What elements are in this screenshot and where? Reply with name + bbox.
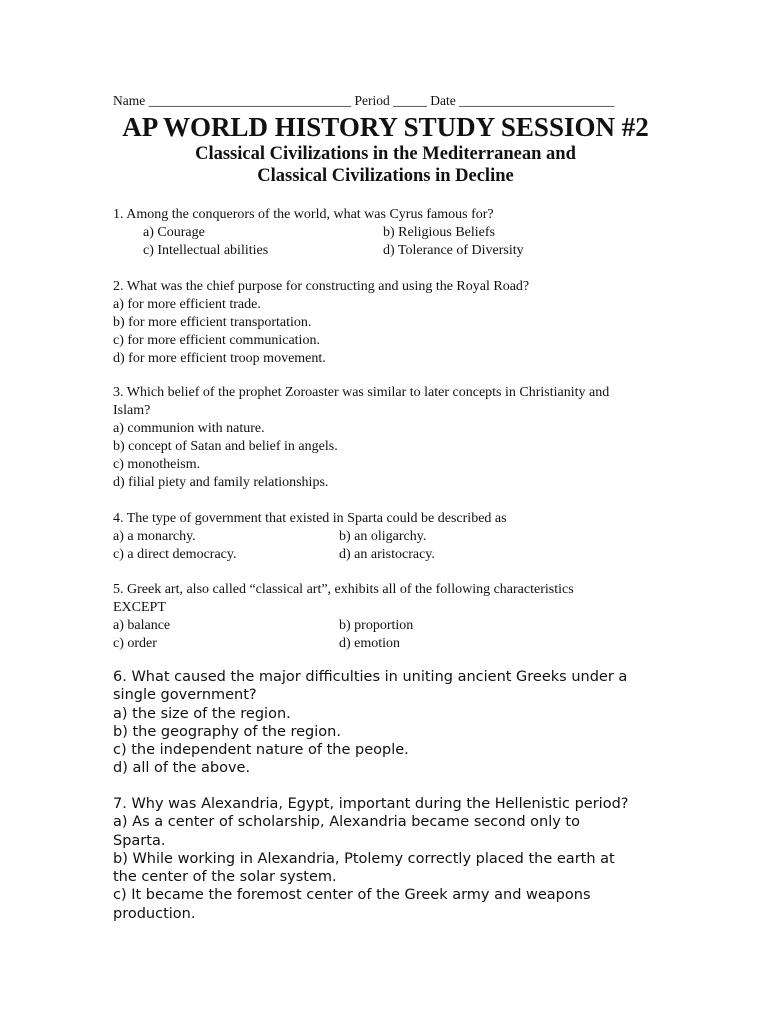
option-d: d) Tolerance of Diversity	[383, 243, 524, 258]
option-b: b) for more efficient transportation.	[113, 315, 312, 330]
question-stem-line-2: Islam?	[113, 403, 151, 418]
option-a: a) communion with nature.	[113, 421, 265, 436]
option-b: b) an oligarchy.	[339, 529, 427, 544]
question-stem: 1. Among the conquerors of the world, what was Cyrus famous for?	[113, 207, 494, 222]
option-c-line-1: c) It became the foremost center of the Greek army and weapons	[113, 887, 591, 904]
question-stem-line-1: 3. Which belief of the prophet Zoroaster was similar to later concepts in Christianity and	[113, 385, 610, 400]
question-stem: 7. Why was Alexandria, Egypt, important during the Hellenistic period?	[113, 796, 629, 812]
option-c: c) a direct democracy.	[113, 547, 237, 562]
student-info-line: Name ______________________________ Period _____ Date _______________________	[113, 93, 615, 108]
option-a: a) balance	[113, 618, 171, 633]
subtitle-line-1: Classical Civilizations in the Mediterranean and	[195, 144, 576, 164]
option-a: a) Courage	[143, 225, 205, 240]
question-3	[113, 384, 658, 492]
option-b: b) proportion	[339, 618, 414, 633]
question-5	[113, 581, 658, 653]
option-d: d) filial piety and family relationships.	[113, 475, 329, 490]
question-6	[113, 668, 658, 778]
option-a-line-2: Sparta.	[113, 832, 166, 849]
option-a: a) the size of the region.	[113, 705, 291, 722]
option-b: b) concept of Satan and belief in angels.	[113, 439, 338, 454]
option-c: c) Intellectual abilities	[143, 243, 269, 258]
option-a-line-1: a) As a center of scholarship, Alexandria became second only to	[113, 814, 580, 831]
question-stem: 4. The type of government that existed in Sparta could be described as	[113, 511, 507, 526]
option-c: c) the independent nature of the people.	[113, 742, 409, 759]
option-c: c) for more efficient communication.	[113, 333, 320, 348]
option-a: a) a monarchy.	[113, 529, 196, 544]
option-c: c) monotheism.	[113, 457, 201, 472]
option-d: d) for more efficient troop movement.	[113, 351, 326, 366]
option-d: d) an aristocracy.	[339, 547, 435, 562]
option-b-line-1: b) While working in Alexandria, Ptolemy correctly placed the earth at	[113, 850, 615, 867]
subtitle-line-2: Classical Civilizations in Decline	[257, 166, 514, 186]
option-c-line-2: production.	[113, 905, 196, 922]
question-stem-line-1: 5. Greek art, also called “classical art”, exhibits all of the following characteristics	[113, 582, 574, 597]
question-stem-line-2: single government?	[113, 687, 257, 704]
option-b-line-2: the center of the solar system.	[113, 869, 337, 886]
question-4	[113, 510, 658, 564]
page-subtitle	[113, 143, 658, 187]
question-stem-line-1: 6. What caused the major difficulties in uniting ancient Greeks under a	[113, 669, 628, 685]
option-b: b) Religious Beliefs	[383, 225, 495, 240]
option-a: a) for more efficient trade.	[113, 297, 261, 312]
option-b: b) the geography of the region.	[113, 723, 341, 740]
question-7	[113, 795, 658, 923]
question-1	[113, 206, 658, 260]
option-c: c) order	[113, 636, 157, 651]
question-2	[113, 278, 658, 368]
option-d: d) emotion	[339, 636, 401, 651]
question-stem: 2. What was the chief purpose for constructing and using the Royal Road?	[113, 279, 530, 294]
question-stem-line-2: EXCEPT	[113, 600, 166, 615]
option-d: d) all of the above.	[113, 760, 251, 777]
page-title: AP WORLD HISTORY STUDY SESSION #2	[122, 112, 649, 142]
